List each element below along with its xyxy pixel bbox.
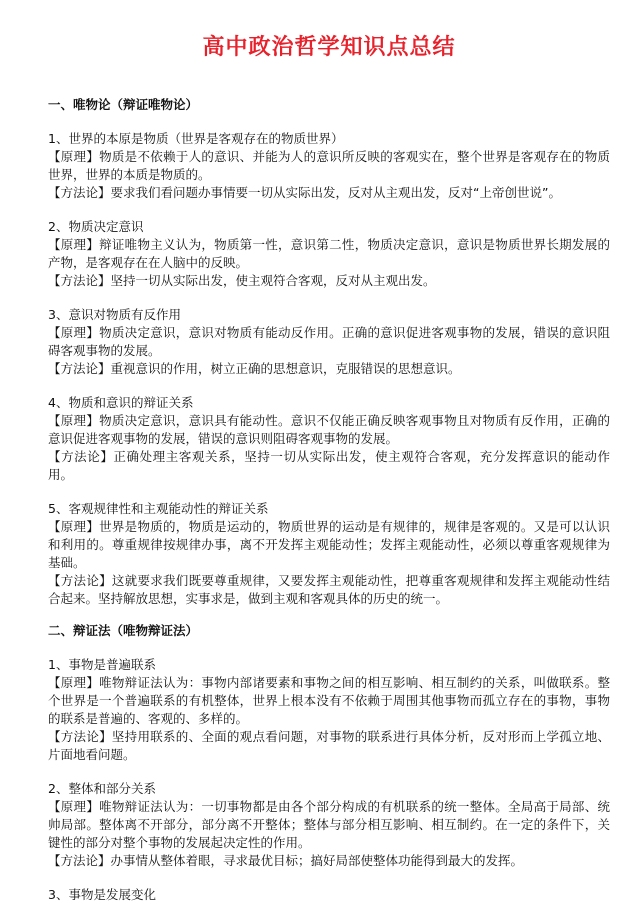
section-title: 2、整体和部分关系 [48,781,156,796]
section-title: 5、客观规律性和主观能动性的辩证关系 [48,501,269,516]
section-matter-determines-consciousness [48,218,610,290]
section-title: 3、意识对物质有反作用 [48,307,181,322]
methodology-paragraph: 【方法论】要求我们看问题办事情要一切从实际出发，反对从主观出发，反对“上帝创世说”。 [48,185,561,200]
methodology-paragraph: 【方法论】坚持一切从实际出发，使主观符合客观，反对从主观出发。 [48,273,436,288]
principle-paragraph: 【原理】唯物辩证法认为：一切事物都是由各个部分构成的有机联系的统一整体。全局高于局部、统帅局部。整体离不开部分，部分离不开整体；整体与部分相互影响、相互制约。在一定的条件下，关键性的部分对整个事物的发展起决定性的作用。 [48,799,610,850]
document-title: 高中政治哲学知识点总结 [202,34,456,60]
section-title: 3、事物是发展变化 [48,887,156,902]
principle-paragraph: 【原理】物质是不依赖于人的意识、并能为人的意识所反映的客观实在，整个世界是客观存在的物质世界，世界的本质是物质的。 [48,149,610,182]
section-title: 2、物质决定意识 [48,219,144,234]
methodology-paragraph: 【方法论】这就要求我们既要尊重规律，又要发挥主观能动性，把尊重客观规律和发挥主观能动性结合起来。坚持解放思想，实事求是，做到主观和客观具体的历史的统一。 [48,573,610,606]
section-title: 4、物质和意识的辩证关系 [48,395,194,410]
part-heading-dialectics: 二、辩证法（唯物辩证法） [48,623,199,638]
section-title: 1、世界的本原是物质（世界是客观存在的物质世界） [48,131,344,146]
part-heading-materialism: 一、唯物论（辩证唯物论） [48,97,199,112]
principle-paragraph: 【原理】物质决定意识，意识具有能动性。意识不仅能正确反映客观事物且对物质有反作用，正确的意识促进客观事物的发展，错误的意识则阻碍客观事物的发展。 [48,413,610,446]
methodology-paragraph: 【方法论】正确处理主客观关系，坚持一切从实际出发，使主观符合客观，充分发挥意识的能动作用。 [48,449,610,482]
section-objective-law-subjective-initiative [48,500,610,608]
section-matter-consciousness-dialectic [48,394,610,484]
section-title: 1、事物是普遍联系 [48,657,156,672]
section-development-change [48,886,610,904]
section-universal-connection [48,656,610,764]
principle-paragraph: 【原理】辩证唯物主义认为，物质第一性，意识第二性，物质决定意识，意识是物质世界长期发展的产物，是客观存在在人脑中的反映。 [48,237,610,270]
section-world-origin [48,130,610,202]
principle-paragraph: 【原理】世界是物质的，物质是运动的，物质世界的运动是有规律的，规律是客观的。又是可以认识和利用的。尊重规律按规律办事，离不开发挥主观能动性；发挥主观能动性，必须以尊重客观规律为基础。 [48,519,610,570]
principle-paragraph: 【原理】物质决定意识，意识对物质有能动反作用。正确的意识促进客观事物的发展，错误的意识阻碍客观事物的发展。 [48,325,610,358]
methodology-paragraph: 【方法论】坚持用联系的、全面的观点看问题，对事物的联系进行具体分析，反对形而上学孤立地、片面地看问题。 [48,729,610,762]
methodology-paragraph: 【方法论】办事情从整体着眼，寻求最优目标；搞好局部使整体功能得到最大的发挥。 [48,853,524,868]
principle-paragraph: 【原理】唯物辩证法认为：事物内部诸要素和事物之间的相互影响、相互制约的关系，叫做联系。整个世界是一个普遍联系的有机整体，世界上根本没有不依赖于周围其他事物而孤立存在的事物，事物的联系是普遍的、客观的、多样的。 [48,675,610,726]
methodology-paragraph: 【方法论】重视意识的作用，树立正确的思想意识，克服错误的思想意识。 [48,361,461,376]
section-whole-and-part [48,780,610,870]
section-consciousness-reaction [48,306,610,378]
